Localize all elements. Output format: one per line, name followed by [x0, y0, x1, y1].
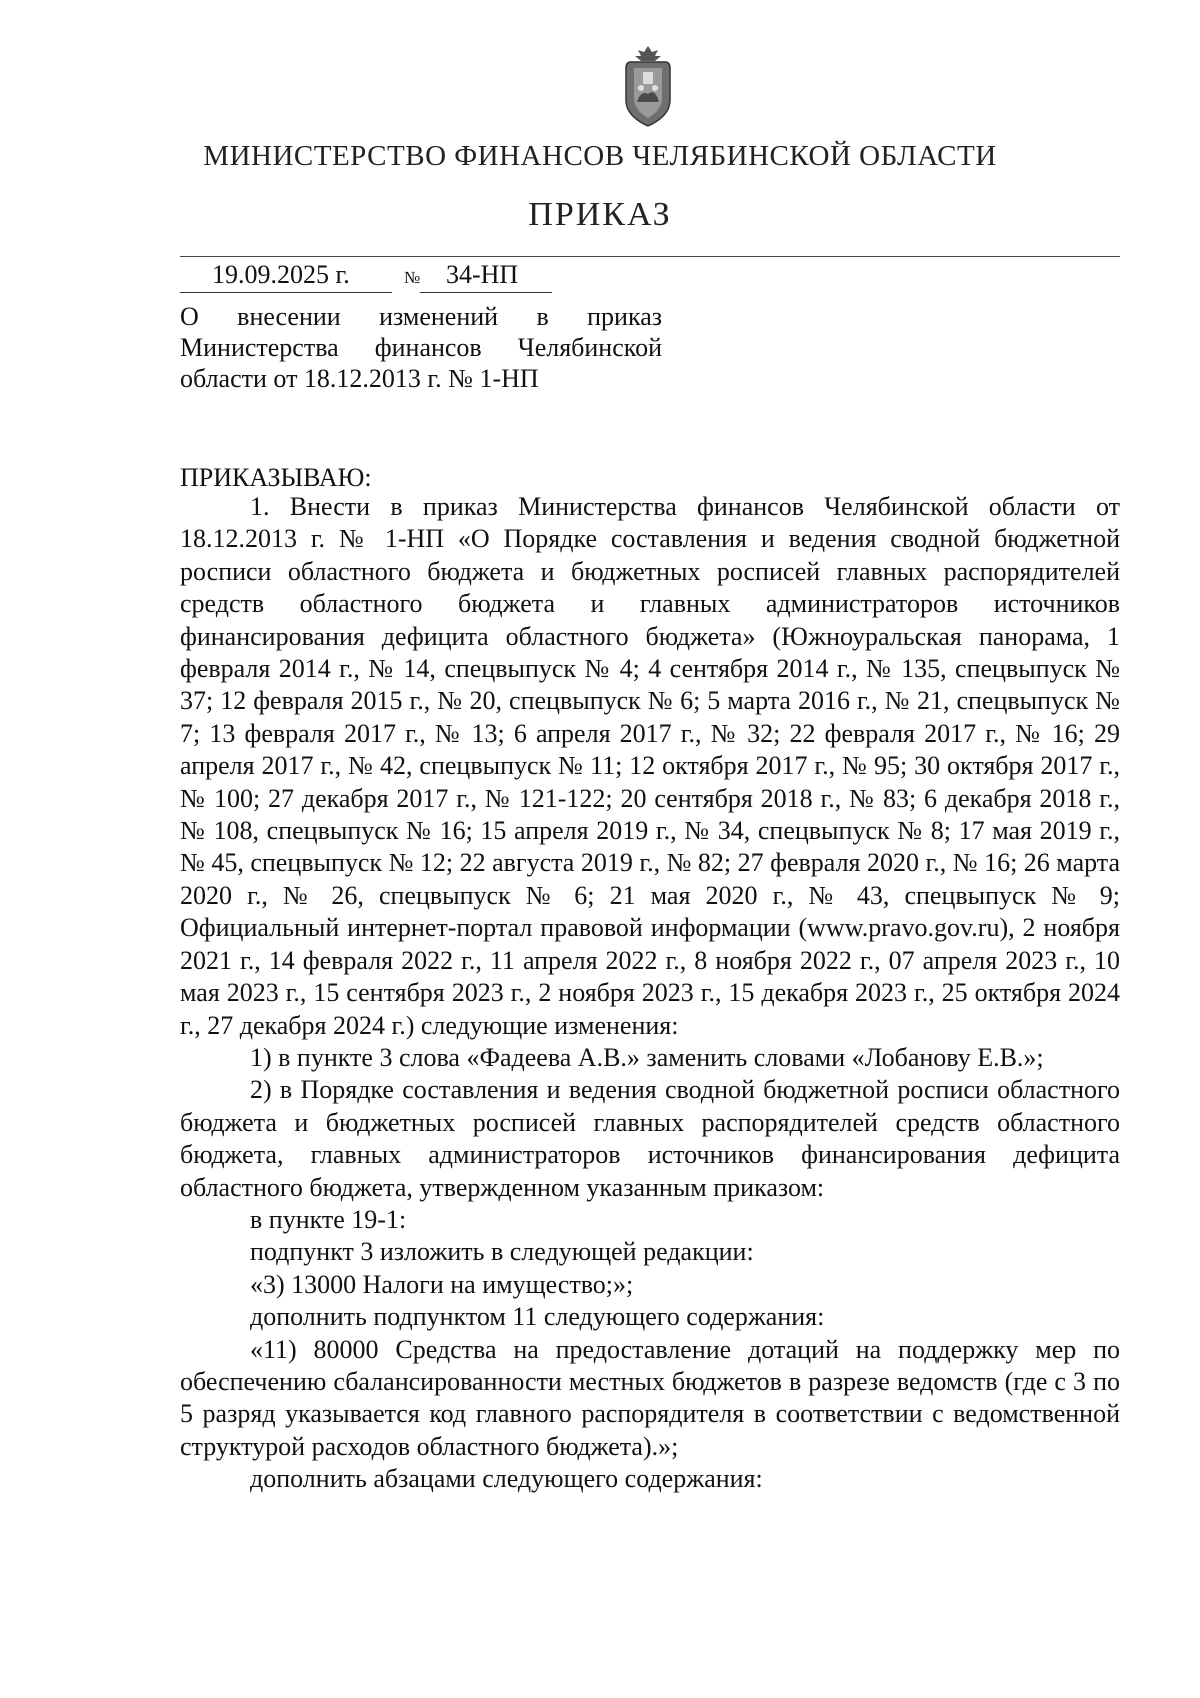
paragraph-1: 1. Внести в приказ Министерства финансов Челябинской области от 18.12.2013 г. № 1-НП «О Порядке составления и ведения сводной бюджетной росписи областного бюджета и бюджетных росписей главных распорядителей средств областного бюджета и главных администраторов источников финансирования дефицита областного бюджета» (Южноуральская панорама, 1 февраля 2014 г., № 14, спецвыпуск № 4; 4 сентября 2014 г., № 135, спецвыпуск № 37; 12 февраля 2015 г., № 20, спецвыпуск № 6; 5 марта 2016 г., № 21, спецвыпуск № 7; 13 февраля 2017 г., № 13; 6 апреля 2017 г., № 32; 22 февраля 2017 г., № 16; 29 апреля 2017 г., № 42, спецвыпуск № 11; 12 октября 2017 г., № 95; 30 октября 2017 г., № 100; 27 декабря 2017 г., № 121-122; 20 сентября 2018 г., № 83; 6 декабря 2018 г., № 108, спецвыпуск № 16; 15 апреля 2019 г., № 34, спецвыпуск № 8; 17 мая 2019 г., № 45, спецвыпуск № 12; 22 августа 2019 г., № 82; 27 февраля 2020 г., № 16; 26 марта 2020 г., № 26, спецвыпуск № 6; 21 мая 2020 г., № 43, спецвыпуск № 9; Официальный интернет-портал правовой информации (www.pravo.gov.ru), 2 ноября 2021 г., 14 февраля 2022 г., 11 апреля 2022 г., 8 ноября 2022 г., 07 апреля 2023 г., 10 мая 2023 г., 15 сентября 2023 г., 2 ноября 2023 г., 15 декабря 2023 г., 25 октября 2024 г., 27 декабря 2024 г.) следующие изменения: — [180, 492, 1120, 1040]
document-type: ПРИКАЗ — [528, 196, 672, 233]
paragraph-point-19-1: в пункте 19-1: — [250, 1204, 407, 1234]
order-subject: О внесении изменений в приказ Министерства финансов Челябинской области от 18.12.2013 г. № 1-НП — [180, 302, 662, 393]
order-body — [180, 491, 1120, 1496]
header-divider — [180, 256, 1120, 257]
paragraph-subpoint-3: подпункт 3 изложить в следующей редакции: — [250, 1237, 754, 1267]
order-directive: ПРИКАЗЫВАЮ: — [180, 463, 372, 492]
number-underline — [420, 292, 552, 293]
paragraph-1-1: 1) в пункте 3 слова «Фадеева А.В.» заменить словами «Лобанову Е.В.»; — [250, 1042, 1044, 1072]
order-number: 34-НП — [446, 260, 519, 289]
order-date: 19.09.2025 г. — [212, 260, 350, 289]
paragraph-add-subpoint-11: дополнить подпунктом 11 следующего содержания: — [250, 1302, 825, 1332]
coat-of-arms-emblem — [617, 44, 679, 128]
ministry-name: МИНИСТЕРСТВО ФИНАНСОВ ЧЕЛЯБИНСКОЙ ОБЛАСТИ — [203, 140, 997, 172]
paragraph-add-paragraphs: дополнить абзацами следующего содержания: — [250, 1464, 763, 1494]
paragraph-subpoint-11-text: «11) 80000 Средства на предоставление дотаций на поддержку мер по обеспечению сбалансированности местных бюджетов в разрезе ведомств (где с 3 по 5 разряд указывается код главного распорядителя в соответствии с ведомственной структурой расходов областного бюджета).»; — [180, 1334, 1120, 1461]
date-underline — [180, 292, 392, 293]
paragraph-1-2: 2) в Порядке составления и ведения сводной бюджетной росписи областного бюджета и бюджетных росписей главных распорядителей средств областного бюджета, главных администраторов источников финансирования дефицита областного бюджета, утвержденном указанным приказом: — [180, 1075, 1120, 1202]
number-sign: № — [404, 268, 421, 287]
paragraph-subpoint-3-text: «3) 13000 Налоги на имущество;»; — [250, 1269, 634, 1299]
